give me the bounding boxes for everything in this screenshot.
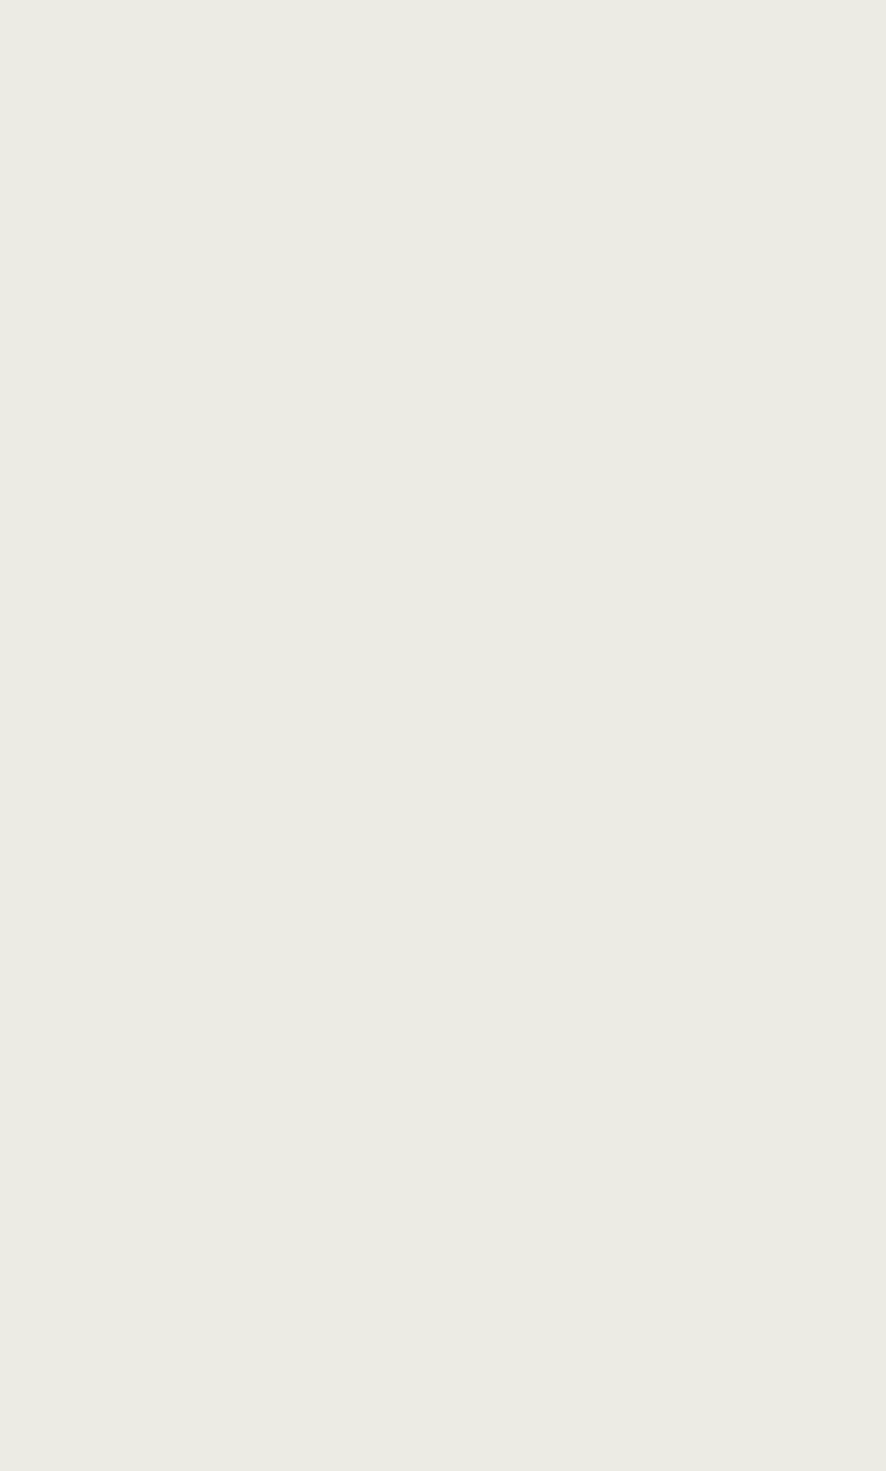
forest-illustration-top xyxy=(110,0,810,400)
forest-illustration-bottom xyxy=(360,1348,550,1466)
